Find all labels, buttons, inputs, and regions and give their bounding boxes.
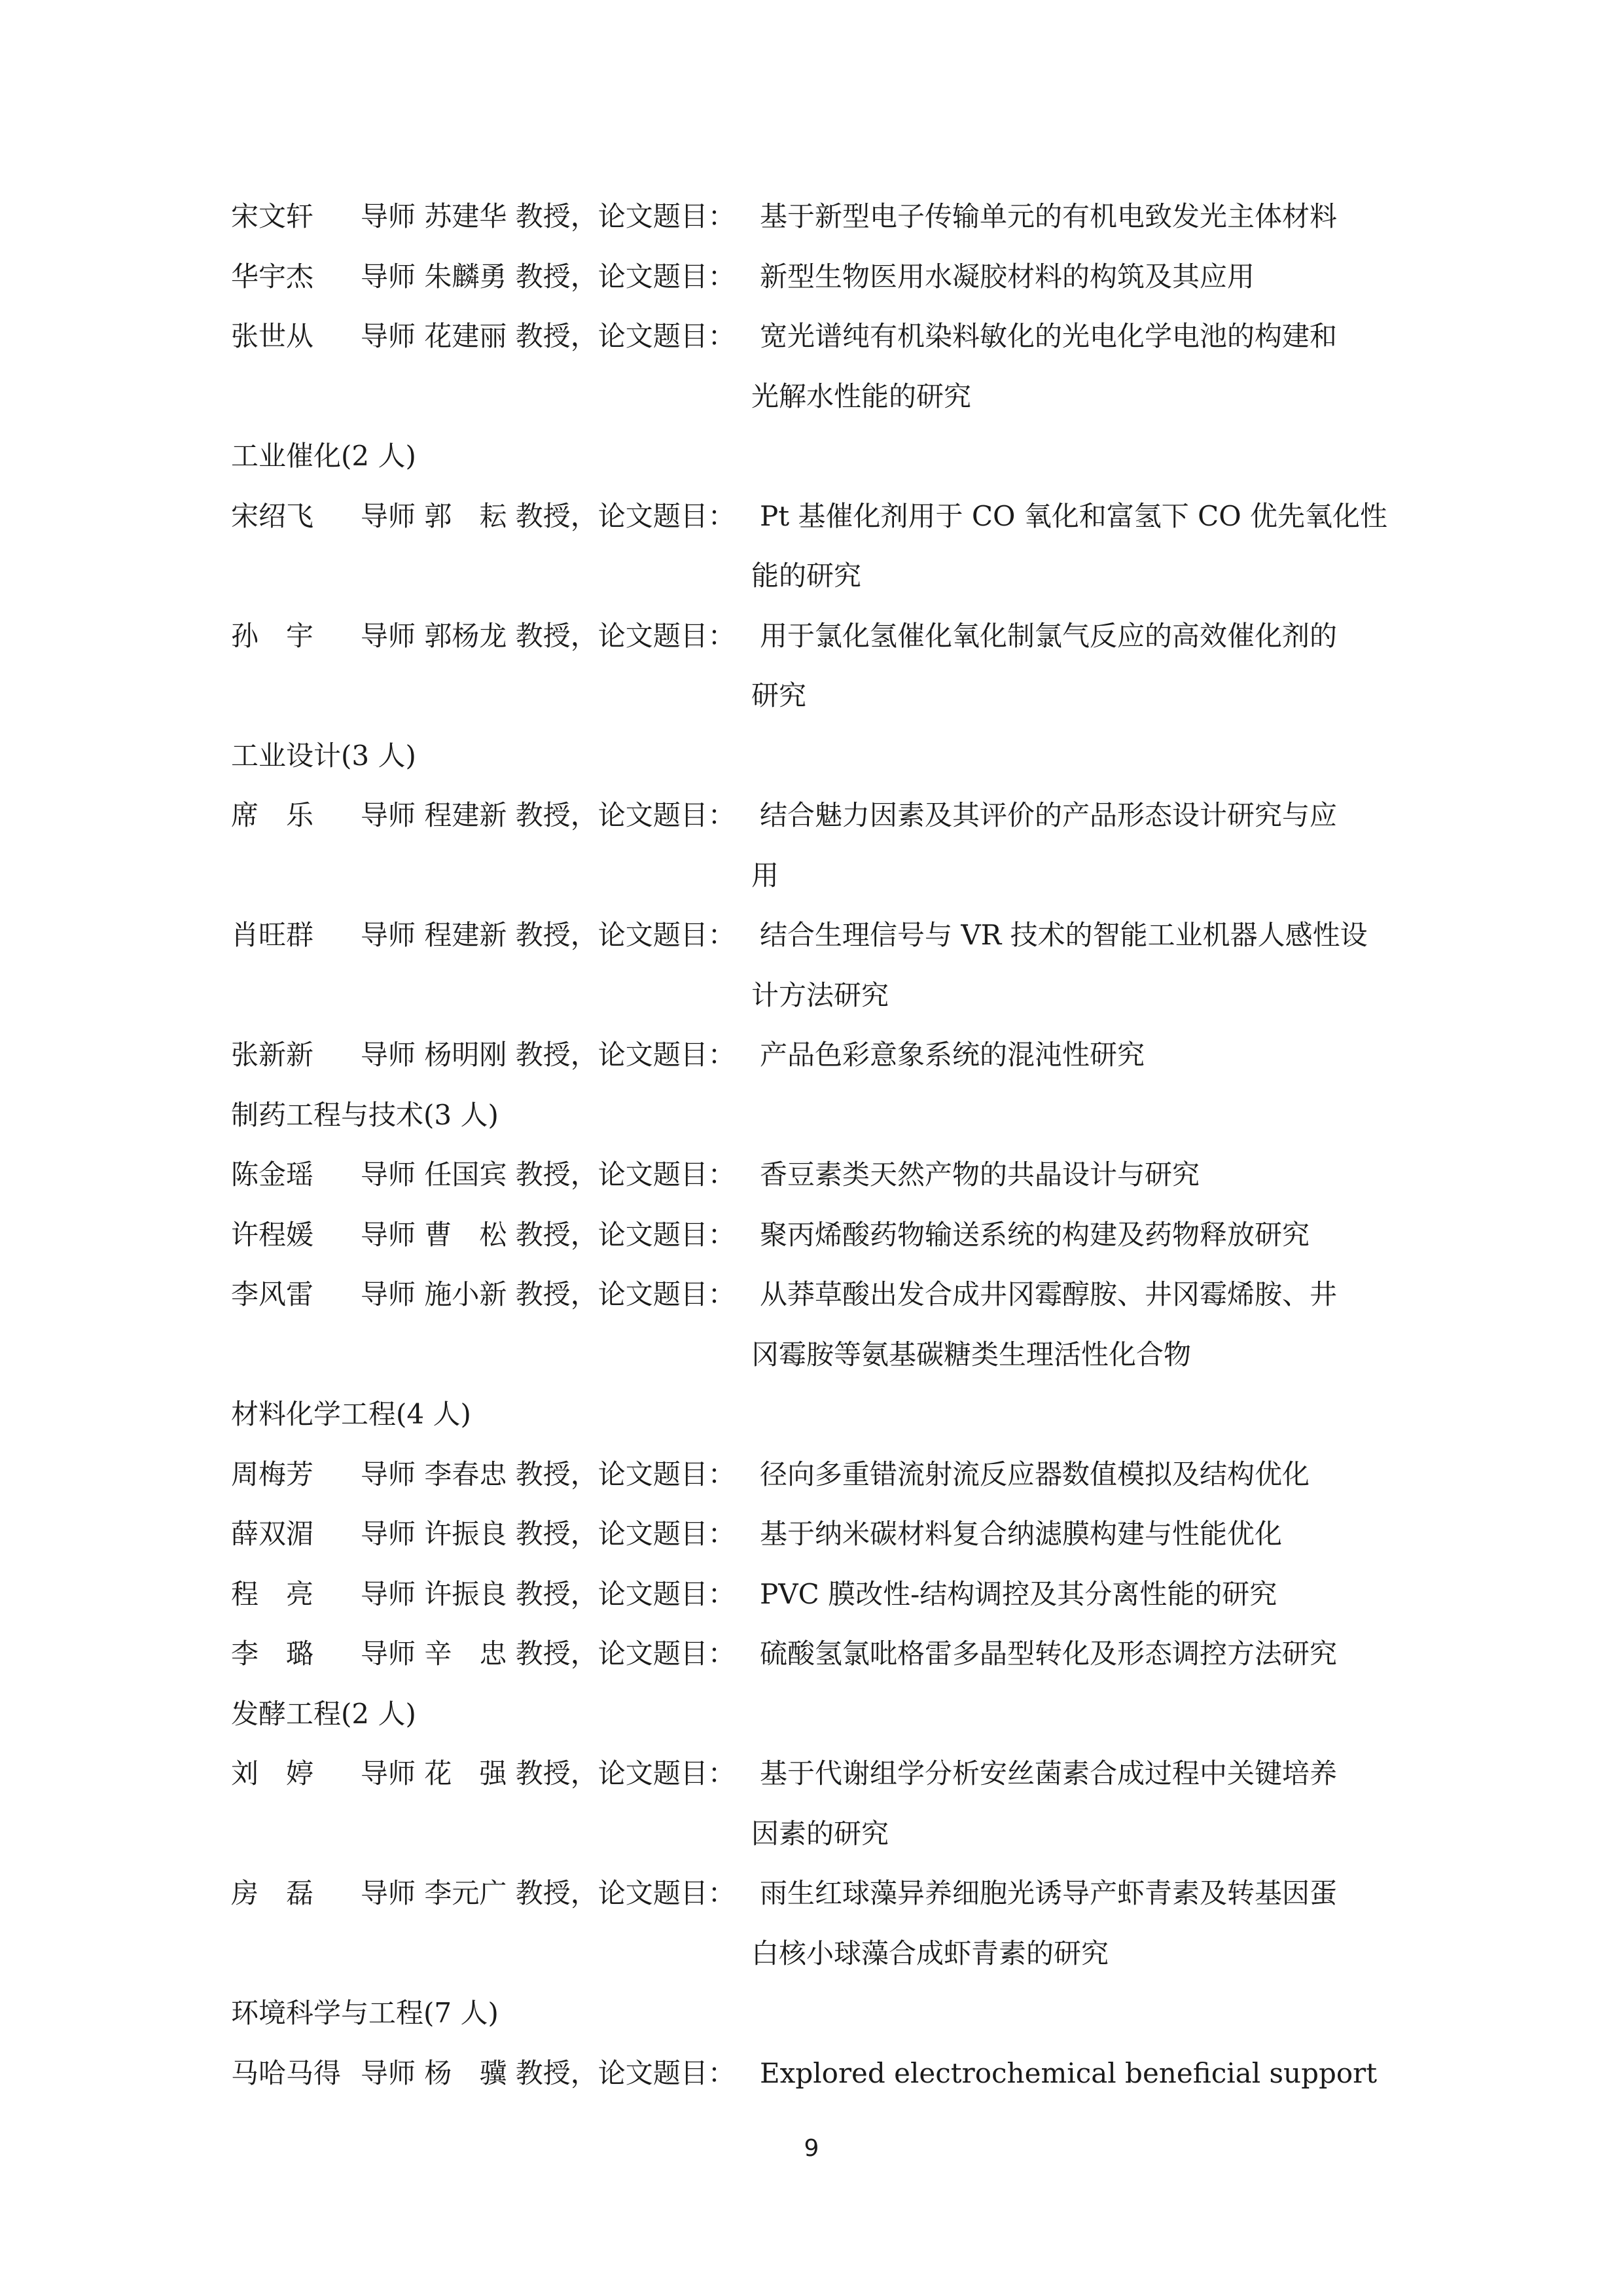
- thesis-entry: [231, 905, 1402, 965]
- student-name: 陈金瑶: [231, 1158, 314, 1191]
- student-name: 宋文轩: [231, 200, 314, 232]
- advisor-label: 导师 许振良 教授，论文题目：: [361, 1577, 736, 1610]
- student-name: 许程媛: [231, 1218, 314, 1251]
- advisor-label: 导师 苏建华 教授，论文题目：: [361, 200, 736, 232]
- advisor-label: 导师 程建新 教授，论文题目：: [361, 919, 736, 951]
- student-name: 席 乐: [231, 799, 314, 831]
- student-name: 肖旺群: [231, 919, 314, 951]
- thesis-entry: [231, 1205, 1402, 1265]
- thesis-entry: [231, 1265, 1402, 1325]
- thesis-title: Pt 基催化剂用于 CO 氧化和富氢下 CO 优先氧化性: [760, 499, 1388, 532]
- student-name: 薛双湄: [231, 1518, 314, 1550]
- thesis-title: 基于纳米碳材料复合纳滤膜构建与性能优化: [760, 1518, 1283, 1550]
- thesis-title: 基于新型电子传输单元的有机电致发光主体材料: [760, 200, 1338, 232]
- thesis-title-continuation: 光解水性能的研究: [751, 380, 972, 412]
- thesis-entry: [231, 306, 1402, 367]
- student-name: 李 璐: [231, 1638, 314, 1670]
- section-heading: 材料化学工程(4 人): [231, 1398, 471, 1430]
- thesis-entry: [231, 1564, 1402, 1624]
- thesis-entry: [231, 1444, 1402, 1505]
- student-name: 张新新: [231, 1039, 314, 1071]
- student-name: 华宇杰: [231, 260, 314, 293]
- advisor-label: 导师 李元广 教授，论文题目：: [361, 1877, 736, 1909]
- advisor-label: 导师 花 强 教授，论文题目：: [361, 1757, 736, 1789]
- advisor-label: 导师 郭 耘 教授，论文题目：: [361, 499, 736, 532]
- thesis-entry: [231, 187, 1402, 247]
- thesis-title: 硫酸氢氯吡格雷多晶型转化及形态调控方法研究: [760, 1638, 1338, 1670]
- section-heading: 制药工程与技术(3 人): [231, 1098, 499, 1131]
- thesis-entry: [231, 486, 1402, 547]
- student-name: 周梅芳: [231, 1458, 314, 1490]
- advisor-label: 导师 施小新 教授，论文题目：: [361, 1278, 736, 1310]
- advisor-label: 导师 辛 忠 教授，论文题目：: [361, 1638, 736, 1670]
- thesis-title-continuation: 冈霉胺等氨基碳糖类生理活性化合物: [751, 1338, 1192, 1371]
- thesis-title-continuation: 用: [751, 859, 779, 891]
- thesis-title: 新型生物医用水凝胶材料的构筑及其应用: [760, 260, 1255, 293]
- advisor-label: 导师 郭杨龙 教授，论文题目：: [361, 619, 736, 652]
- student-name: 孙 宇: [231, 619, 314, 652]
- thesis-entry: [231, 1624, 1402, 1684]
- thesis-entry: [231, 1863, 1402, 1924]
- thesis-entry: [231, 247, 1402, 307]
- section-heading: 发酵工程(2 人): [231, 1697, 416, 1730]
- thesis-title-continuation: 计方法研究: [751, 978, 889, 1011]
- thesis-title: 雨生红球藻异养细胞光诱导产虾青素及转基因蛋: [760, 1877, 1338, 1909]
- thesis-title-continuation: 白核小球藻合成虾青素的研究: [751, 1937, 1109, 1969]
- student-name: 马哈马得: [231, 2056, 342, 2089]
- thesis-title: 产品色彩意象系统的混沌性研究: [760, 1039, 1145, 1071]
- thesis-title: Explored electrochemical beneficial support: [760, 2056, 1378, 2089]
- student-name: 程 亮: [231, 1577, 314, 1610]
- thesis-entry: [231, 1145, 1402, 1205]
- thesis-title: 从莽草酸出发合成井冈霉醇胺、井冈霉烯胺、井: [760, 1278, 1338, 1310]
- thesis-entry: [231, 1504, 1402, 1564]
- student-name: 宋绍飞: [231, 499, 314, 532]
- advisor-label: 导师 朱麟勇 教授，论文题目：: [361, 260, 736, 293]
- thesis-entry: [231, 606, 1402, 666]
- thesis-entry: [231, 2043, 1402, 2104]
- advisor-label: 导师 任国宾 教授，论文题目：: [361, 1158, 736, 1191]
- thesis-title: 结合魅力因素及其评价的产品形态设计研究与应: [760, 799, 1338, 831]
- page-number: 9: [804, 2135, 819, 2162]
- thesis-title: 结合生理信号与 VR 技术的智能工业机器人感性设: [760, 919, 1368, 951]
- advisor-label: 导师 曹 松 教授，论文题目：: [361, 1218, 736, 1251]
- thesis-entry: [231, 1025, 1402, 1085]
- thesis-title: 聚丙烯酸药物输送系统的构建及药物释放研究: [760, 1218, 1310, 1251]
- advisor-label: 导师 杨 骥 教授，论文题目：: [361, 2056, 736, 2089]
- thesis-entry: [231, 1744, 1402, 1804]
- section-heading: 环境科学与工程(7 人): [231, 1997, 499, 2029]
- student-name: 刘 婷: [231, 1757, 314, 1789]
- student-name: 张世从: [231, 320, 314, 352]
- thesis-entry: [231, 785, 1402, 846]
- thesis-title-continuation: 研究: [751, 679, 807, 711]
- section-heading: 工业设计(3 人): [231, 739, 416, 772]
- advisor-label: 导师 许振良 教授，论文题目：: [361, 1518, 736, 1550]
- thesis-title: 用于氯化氢催化氧化制氯气反应的高效催化剂的: [760, 619, 1338, 652]
- thesis-title: 宽光谱纯有机染料敏化的光电化学电池的构建和: [760, 320, 1338, 352]
- advisor-label: 导师 花建丽 教授，论文题目：: [361, 320, 736, 352]
- student-name: 房 磊: [231, 1877, 314, 1909]
- document-body: [231, 187, 1402, 2103]
- advisor-label: 导师 程建新 教授，论文题目：: [361, 799, 736, 831]
- thesis-title-continuation: 因素的研究: [751, 1817, 889, 1850]
- thesis-title: 香豆素类天然产物的共晶设计与研究: [760, 1158, 1200, 1191]
- section-heading: 工业催化(2 人): [231, 440, 416, 472]
- advisor-label: 导师 李春忠 教授，论文题目：: [361, 1458, 736, 1490]
- thesis-title: 基于代谢组学分析安丝菌素合成过程中关键培养: [760, 1757, 1338, 1789]
- thesis-title: 径向多重错流射流反应器数值模拟及结构优化: [760, 1458, 1310, 1490]
- student-name: 李风雷: [231, 1278, 314, 1310]
- thesis-title-continuation: 能的研究: [751, 560, 862, 592]
- thesis-title: PVC 膜改性-结构调控及其分离性能的研究: [760, 1577, 1277, 1610]
- advisor-label: 导师 杨明刚 教授，论文题目：: [361, 1039, 736, 1071]
